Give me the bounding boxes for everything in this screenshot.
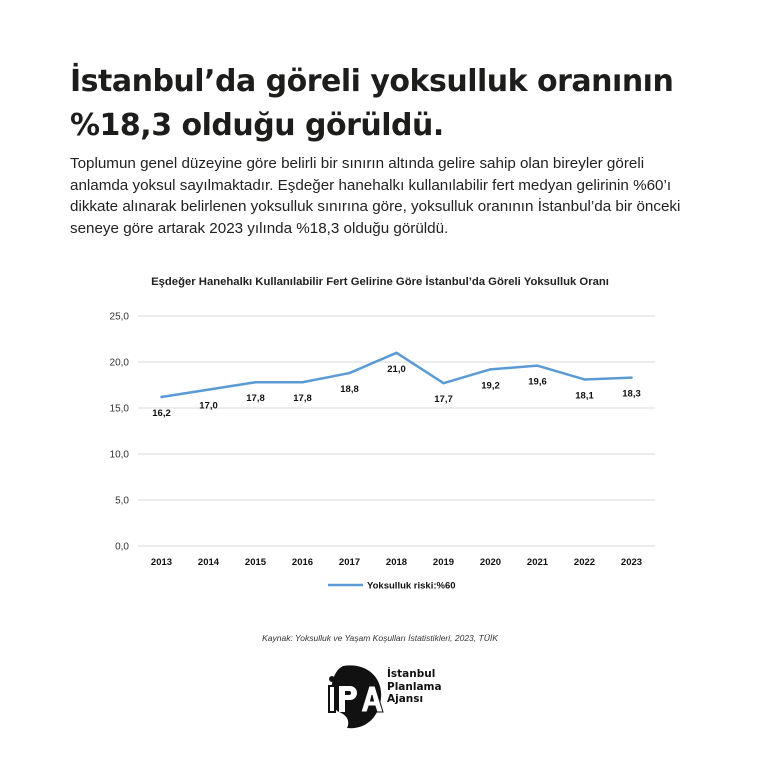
data-point (489, 368, 491, 370)
data-label: 17,8 (246, 393, 265, 405)
x-tick-label: 2013 (150, 557, 173, 568)
ipa-logo (325, 662, 465, 732)
x-tick-label: 2017 (338, 557, 361, 568)
data-point (254, 381, 256, 383)
logo-line-1: İstanbul (387, 668, 436, 680)
series-line-yoksulluk-riski (162, 353, 632, 397)
y-tick-label: 10,0 (109, 449, 129, 461)
data-point (207, 388, 209, 390)
y-tick-label: 5,0 (115, 495, 129, 507)
ipa-logo-mark-icon (325, 662, 385, 732)
headline: İstanbul’da göreli yoksulluk oranının %18,3 olduğu görüldü. (70, 64, 674, 143)
x-tick-label: 2022 (573, 557, 596, 568)
x-tick-label: 2021 (526, 557, 549, 568)
data-point (348, 372, 350, 374)
data-label: 19,6 (528, 376, 547, 388)
y-tick-label: 0,0 (115, 541, 129, 553)
y-tick-label: 15,0 (109, 403, 129, 415)
source-note: Kaynak: Yoksulluk ve Yaşam Koşulları İstatistikleri, 2023, TÜİK (262, 633, 498, 643)
data-label: 18,3 (622, 388, 641, 400)
data-label: 19,2 (481, 380, 500, 392)
data-point (160, 396, 162, 398)
data-point (442, 382, 444, 384)
x-tick-label: 2019 (432, 557, 455, 568)
data-point (583, 378, 585, 380)
x-tick-label: 2015 (244, 557, 267, 568)
y-tick-label: 20,0 (109, 357, 129, 369)
chart-title: Eşdeğer Hanehalkı Kullanılabilir Fert Gelirine Göre İstanbul’da Göreli Yoksulluk Oranı (151, 276, 609, 288)
logo-line-2: Planlama (387, 680, 442, 693)
intro-paragraph: Toplumun genel düzeyine göre belirli bir sınırın altında gelire sahip olan bireyler göreli anlamda yoksul sayılmaktadır. Eşdeğer hanehalkı kullanılabilir fert medyan gelirinin %60’ı dikkate alınarak belirlenen yoksulluk sınırına göre, yoksulluk oranının İstanbul’da bir önceki seneye göre artarak 2023 yılında %18,3 olduğu görüldü. (70, 155, 681, 237)
x-tick-label: 2016 (291, 557, 314, 568)
x-tick-label: 2018 (385, 557, 408, 568)
data-label: 21,0 (387, 363, 406, 375)
x-tick-label: 2014 (197, 557, 220, 568)
data-label: 16,2 (152, 407, 171, 419)
x-tick-label: 2020 (479, 557, 502, 568)
data-label: 17,8 (293, 393, 312, 405)
data-point (630, 376, 632, 378)
data-label: 17,7 (434, 394, 453, 406)
y-tick-label: 25,0 (109, 311, 129, 323)
logo-line-3: Ajansı (387, 693, 424, 705)
data-point (301, 381, 303, 383)
data-point (536, 364, 538, 366)
data-label: 17,0 (199, 400, 218, 412)
x-tick-label: 2023 (620, 557, 643, 568)
data-point (395, 352, 397, 354)
data-label: 18,1 (575, 390, 594, 402)
legend-label: Yoksulluk riski:%60 (367, 580, 456, 592)
data-label: 18,8 (340, 384, 359, 396)
